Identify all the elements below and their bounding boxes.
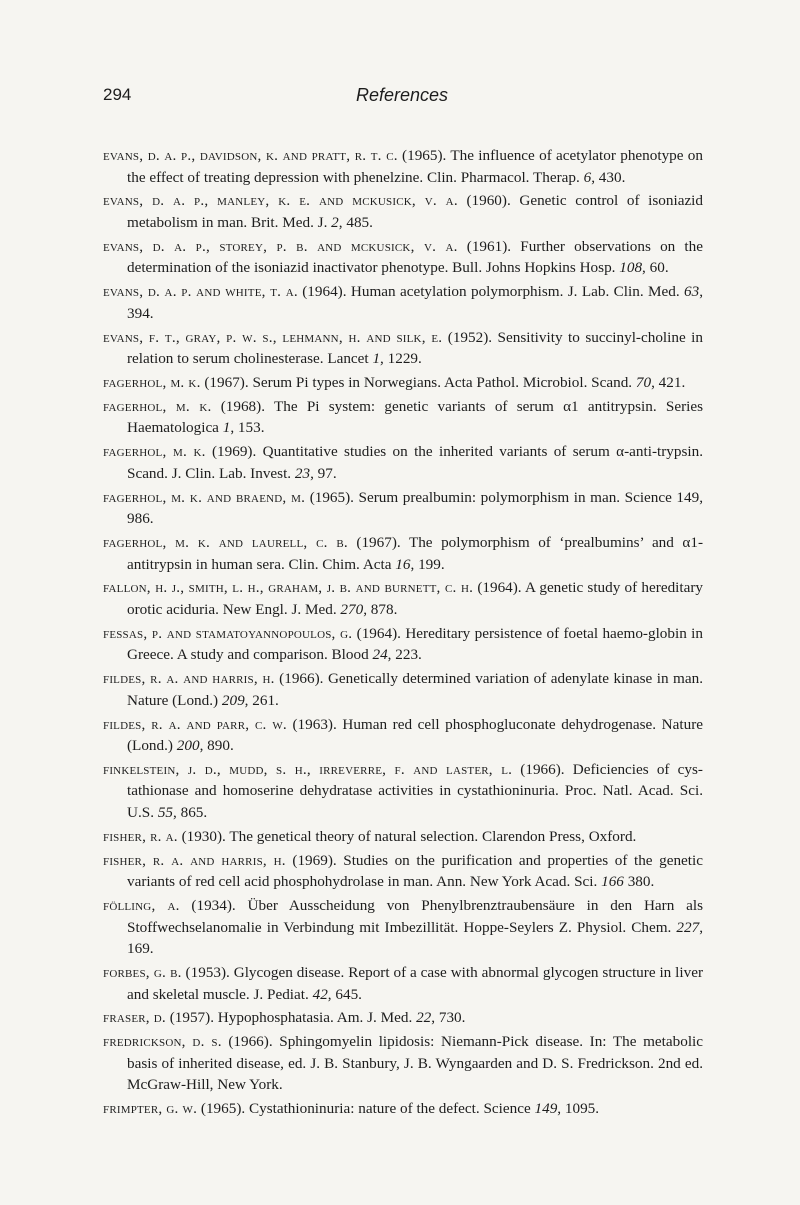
reference-text: (1960). Genetic control of isoniazid metabolism in man. Brit. Med. J. [127,192,703,231]
reference-text: (1930). The genetical theory of natural selection. Clarendon Press, Oxford. [177,827,637,845]
reference-entry [103,577,703,620]
reference-authors: fisher, r. a. and harris, h. [103,851,286,869]
reference-authors: evans, f. t., gray, p. w. s., lehmann, h. and silk, e. [103,328,443,346]
reference-text: (1965). Serum prealbumin: polymorphism in man. Science 149, 986. [127,488,703,528]
reference-authors: finkelstein, j. d., mudd, s. h., irreverre, f. and laster, l. [103,760,513,778]
reference-pages: , 153. [230,419,265,437]
reference-volume: 200 [176,737,200,755]
reference-volume: 42 [312,985,328,1003]
reference-pages: , 421. [651,373,686,391]
reference-text: (1967). The polymorphism of ‘prealbumins’ and α1-antitrypsin in human sera. Clin. Chim. Acta [127,534,703,573]
reference-authors: fagerhol, m. k. [103,443,206,461]
reference-pages: , 430. [591,168,626,186]
reference-volume: 227 [676,918,700,936]
reference-authors: fessas, p. and stamatoyannopoulos, g. [103,624,353,642]
page-number: 294 [103,85,132,104]
reference-entry [103,281,703,324]
reference-entry [103,396,703,439]
reference-authors: fisher, r. a. [103,827,178,845]
reference-entry [103,487,703,530]
reference-entry [103,327,703,370]
reference-authors: evans, d. a. p., manley, k. e. and mckusick, v. a. [103,192,458,210]
reference-pages: , 223. [387,646,422,664]
reference-authors: evans, d. a. p. and white, t. a. [103,283,298,301]
reference-list [103,145,703,1122]
reference-entry [103,190,703,233]
reference-pages: , 1095. [557,1100,600,1118]
reference-text: (1963). Human red cell phosphogluconate dehydrogenase. Nature (Lond.) [127,715,703,755]
reference-authors: evans, d. a. p., davidson, k. and pratt, r. t. c. [103,147,398,164]
reference-pages: , 890. [199,737,234,755]
reference-volume: 1 [222,419,231,437]
reference-authors: fagerhol, m. k. and braend, m. [103,488,306,506]
reference-volume: 108 [619,259,643,277]
reference-entry [103,895,703,960]
reference-text: (1964). A genetic study of hereditary orotic aciduria. New Engl. J. Med. [127,579,703,618]
reference-entry [103,826,703,848]
reference-text: (1968). The Pi system: genetic variants of serum α1 antitrypsin. Series Haematologica [127,397,703,437]
reference-text: (1967). Serum Pi types in Norwegians. Acta Pathol. Microbiol. Scand. [200,373,636,391]
reference-authors: fredrickson, d. s. [103,1033,222,1051]
reference-text: (1957). Hypophosphatasia. Am. J. Med. [165,1009,417,1027]
reference-authors: fagerhol, m. k. [103,373,201,391]
reference-entry [103,372,703,394]
reference-pages: , 645. [327,985,362,1003]
reference-pages: , 394. [127,283,703,322]
reference-volume: 270 [340,600,364,618]
reference-volume: 55 [157,803,173,821]
reference-entry [103,1007,703,1029]
reference-authors: fallon, h. j., smith, l. h., graham, j. b. and burnett, c. h. [103,579,474,597]
reference-pages: , 169. [127,918,703,958]
reference-volume: 2 [331,213,339,231]
reference-pages: , 878. [363,600,398,618]
reference-entry [103,668,703,711]
reference-entry [103,962,703,1005]
reference-entry [103,714,703,757]
reference-volume: 70 [635,373,652,391]
reference-text: (1966). Deficiencies of cys-tathionase and homoserine dehydratase activities in cystathioninuria. Proc. Natl. Acad. Sci. U.S. [127,760,703,821]
reference-entry [103,236,703,279]
reference-volume: 22 [416,1009,432,1027]
reference-text: (1964). Hereditary persistence of foetal haemo-globin in Greece. A study and comparison. Blood [127,624,703,664]
reference-entry [103,1031,703,1096]
reference-text: (1964). Human acetylation polymorphism. J. Lab. Clin. Med. [297,283,685,301]
reference-text: (1953). Glycogen disease. Report of a case with abnormal glycogen structure in liver and skeletal muscle. J. Pediat. [127,964,704,1003]
reference-pages: , 60. [642,259,669,277]
reference-pages: , 199. [410,555,445,573]
reference-authors: frimpter, g. w. [103,1100,198,1118]
reference-text: (1965). The influence of acetylator phenotype on the effect of treating depression with phenelzine. Clin. Pharmacol. Therap. [127,147,703,186]
reference-volume: 1 [372,350,381,368]
reference-pages: , 97. [310,464,337,482]
reference-volume: 63 [684,283,700,301]
reference-text: (1952). Sensitivity to succinyl-choline in relation to serum cholinesterase. Lancet [127,328,703,368]
reference-pages: , 1229. [380,350,422,368]
reference-authors: forbes, g. b. [103,964,182,982]
reference-text: (1961). Further observations on the determination of the isoniazid inactivator phenotype. Bull. Johns Hopkins Hosp. [127,237,703,277]
running-head: References [355,85,449,105]
reference-pages: , 730. [431,1009,466,1027]
reference-volume: 24 [372,646,388,664]
reference-entry [103,145,703,188]
reference-volume: 6 [583,168,592,186]
reference-text: (1934). Über Ausscheidung von Phenylbrenztraubensäure in den Harn als Stoffwechselanomalie in Verbindung mit Imbezillität. Hoppe-Seylers Z. Physiol. Chem. [127,897,703,936]
reference-text: (1966). Genetically determined variation of adenylate kinase in man. Nature (Lond.) [127,670,703,709]
reference-text: (1969). Studies on the purification and properties of the genetic variants of red cell acid phosphohydrolase in man. Ann. New York Acad. Sci. [127,851,703,891]
reference-pages: 380. [623,873,655,891]
reference-entry [103,850,703,893]
reference-authors: fildes, r. a. and parr, c. w. [103,715,287,733]
reference-volume: 166 [601,873,624,891]
reference-entry [103,623,703,666]
reference-authors: fildes, r. a. and harris, h. [103,670,275,688]
reference-volume: 16 [395,555,411,573]
reference-entry [103,1098,703,1120]
reference-authors: evans, d. a. p., storey, p. b. and mckusick, v. a. [103,237,458,255]
reference-pages: , 865. [173,803,208,821]
reference-entry [103,441,703,484]
reference-entry [103,759,703,824]
reference-pages: , 261. [244,691,279,709]
reference-text: (1966). Sphingomyelin lipidosis: Niemann-Pick disease. In: The metabolic basis of inherited disease, ed. J. B. Stanbury, J. B. Wyngaarden and D. S. Fredrickson. 2nd ed. McGraw-Hill, New York. [127,1033,703,1094]
reference-text: (1965). Cystathioninuria: nature of the defect. Science [197,1100,535,1118]
reference-authors: fölling, a. [103,897,180,915]
reference-authors: fraser, d. [103,1009,166,1027]
reference-pages: , 485. [338,213,373,231]
reference-volume: 209 [221,691,245,709]
reference-entry [103,532,703,575]
reference-text: (1969). Quantitative studies on the inherited variants of serum α-anti-trypsin. Scand. J. Clin. Lab. Invest. [127,443,703,482]
reference-volume: 23 [294,464,311,482]
page-header [103,85,701,115]
reference-authors: fagerhol, m. k. [103,397,212,415]
reference-authors: fagerhol, m. k. and laurell, c. b. [103,534,348,552]
reference-volume: 149 [534,1100,558,1118]
